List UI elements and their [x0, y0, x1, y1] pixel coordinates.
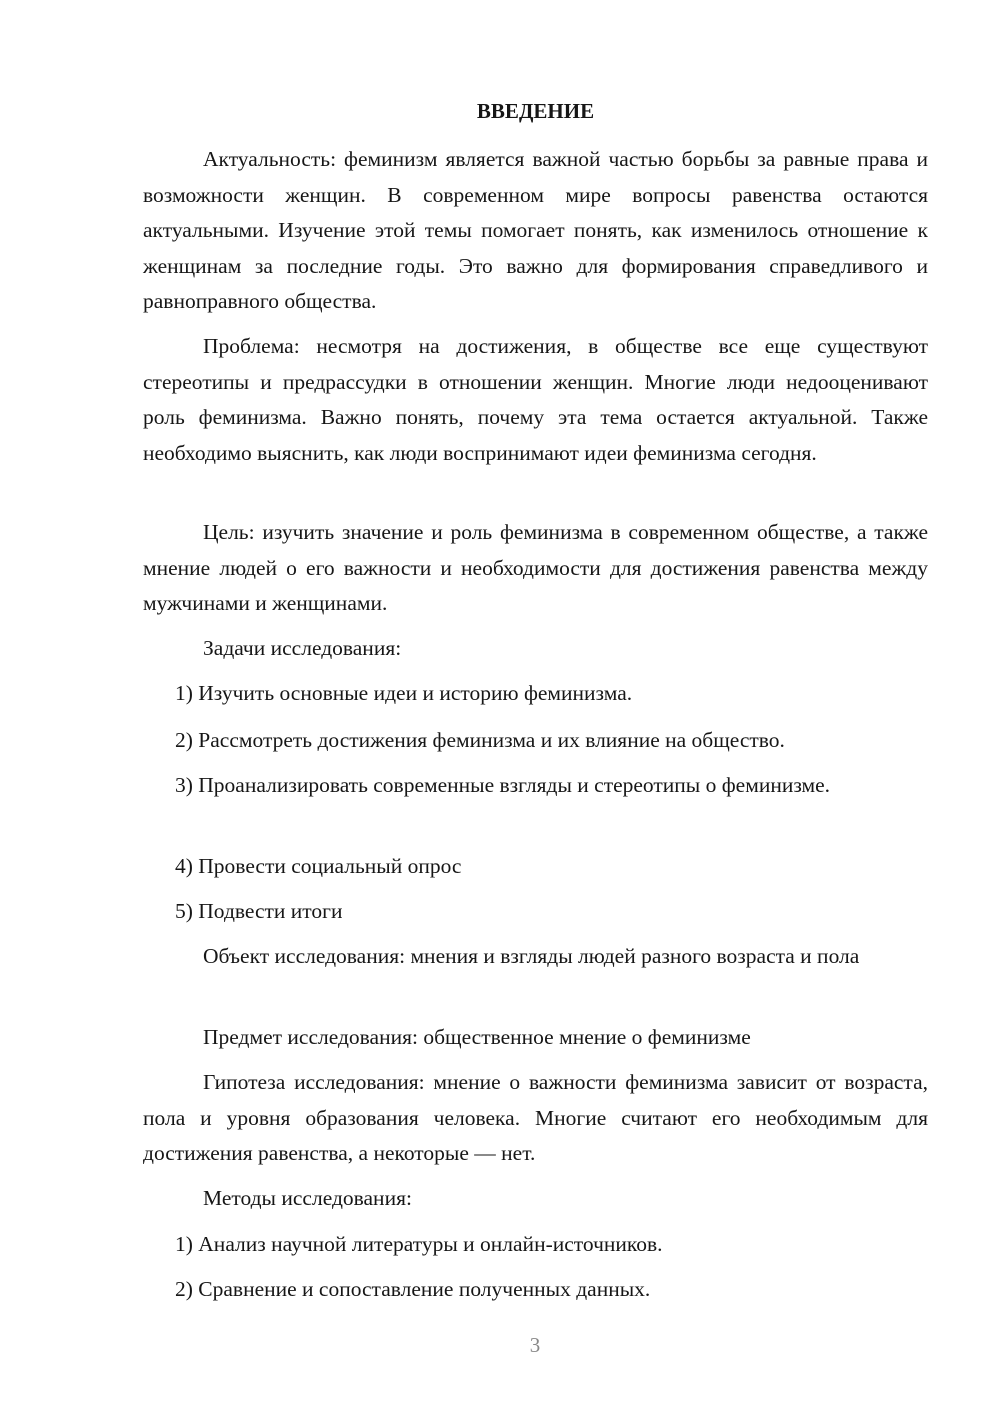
- list-item-method-2: 2) Сравнение и сопоставление полученных данных.: [175, 1277, 651, 1301]
- list-item-task-1: 1) Изучить основные идеи и историю феминизма.: [175, 681, 633, 705]
- list-item-task-5: 5) Подвести итоги: [175, 899, 343, 923]
- page-number: 3: [529, 1333, 541, 1357]
- list-item-method-1: 1) Анализ научной литературы и онлайн-источников.: [175, 1232, 663, 1256]
- list-item-task-3: 3) Проанализировать современные взгляды и стереотипы о феминизме.: [175, 773, 831, 797]
- paragraph-tasks-heading: Задачи исследования:: [203, 636, 402, 660]
- paragraph-methods-heading: Методы исследования:: [203, 1186, 412, 1210]
- paragraph-problem: Проблема: несмотря на достижения, в обществе все еще существуют стереотипы и предрассудки в отношении женщин. Многие люди недооценивают роль феминизма. Важно понять, почему эта тема остается актуальной. Также необходимо выяснить, как люди воспринимают идеи феминизма сегодня.: [143, 334, 928, 465]
- paragraph-object: Объект исследования: мнения и взгляды людей разного возраста и пола: [203, 944, 860, 968]
- paragraph-goal: Цель: изучить значение и роль феминизма в современном обществе, а также мнение людей о его важности и необходимости для достижения равенства между мужчинами и женщинами.: [143, 520, 928, 615]
- list-item-task-2: 2) Рассмотреть достижения феминизма и их влияние на общество.: [175, 728, 785, 752]
- paragraph-hypothesis: Гипотеза исследования: мнение о важности феминизма зависит от возраста, пола и уровня образования человека. Многие считают его необходимым для достижения равенства, а некоторые — нет.: [143, 1070, 928, 1165]
- list-item-task-4: 4) Провести социальный опрос: [175, 854, 462, 878]
- paragraph-relevance: Актуальность: феминизм является важной частью борьбы за равные права и возможности женщин. В современном мире вопросы равенства остаются актуальными. Изучение этой темы помогает понять, как изменилось отношение к женщинам за последние годы. Это важно для формирования справедливого и равноправного общества.: [143, 147, 928, 313]
- paragraph-subject: Предмет исследования: общественное мнение о феминизме: [203, 1025, 751, 1049]
- page-title: ВВЕДЕНИЕ: [476, 99, 595, 123]
